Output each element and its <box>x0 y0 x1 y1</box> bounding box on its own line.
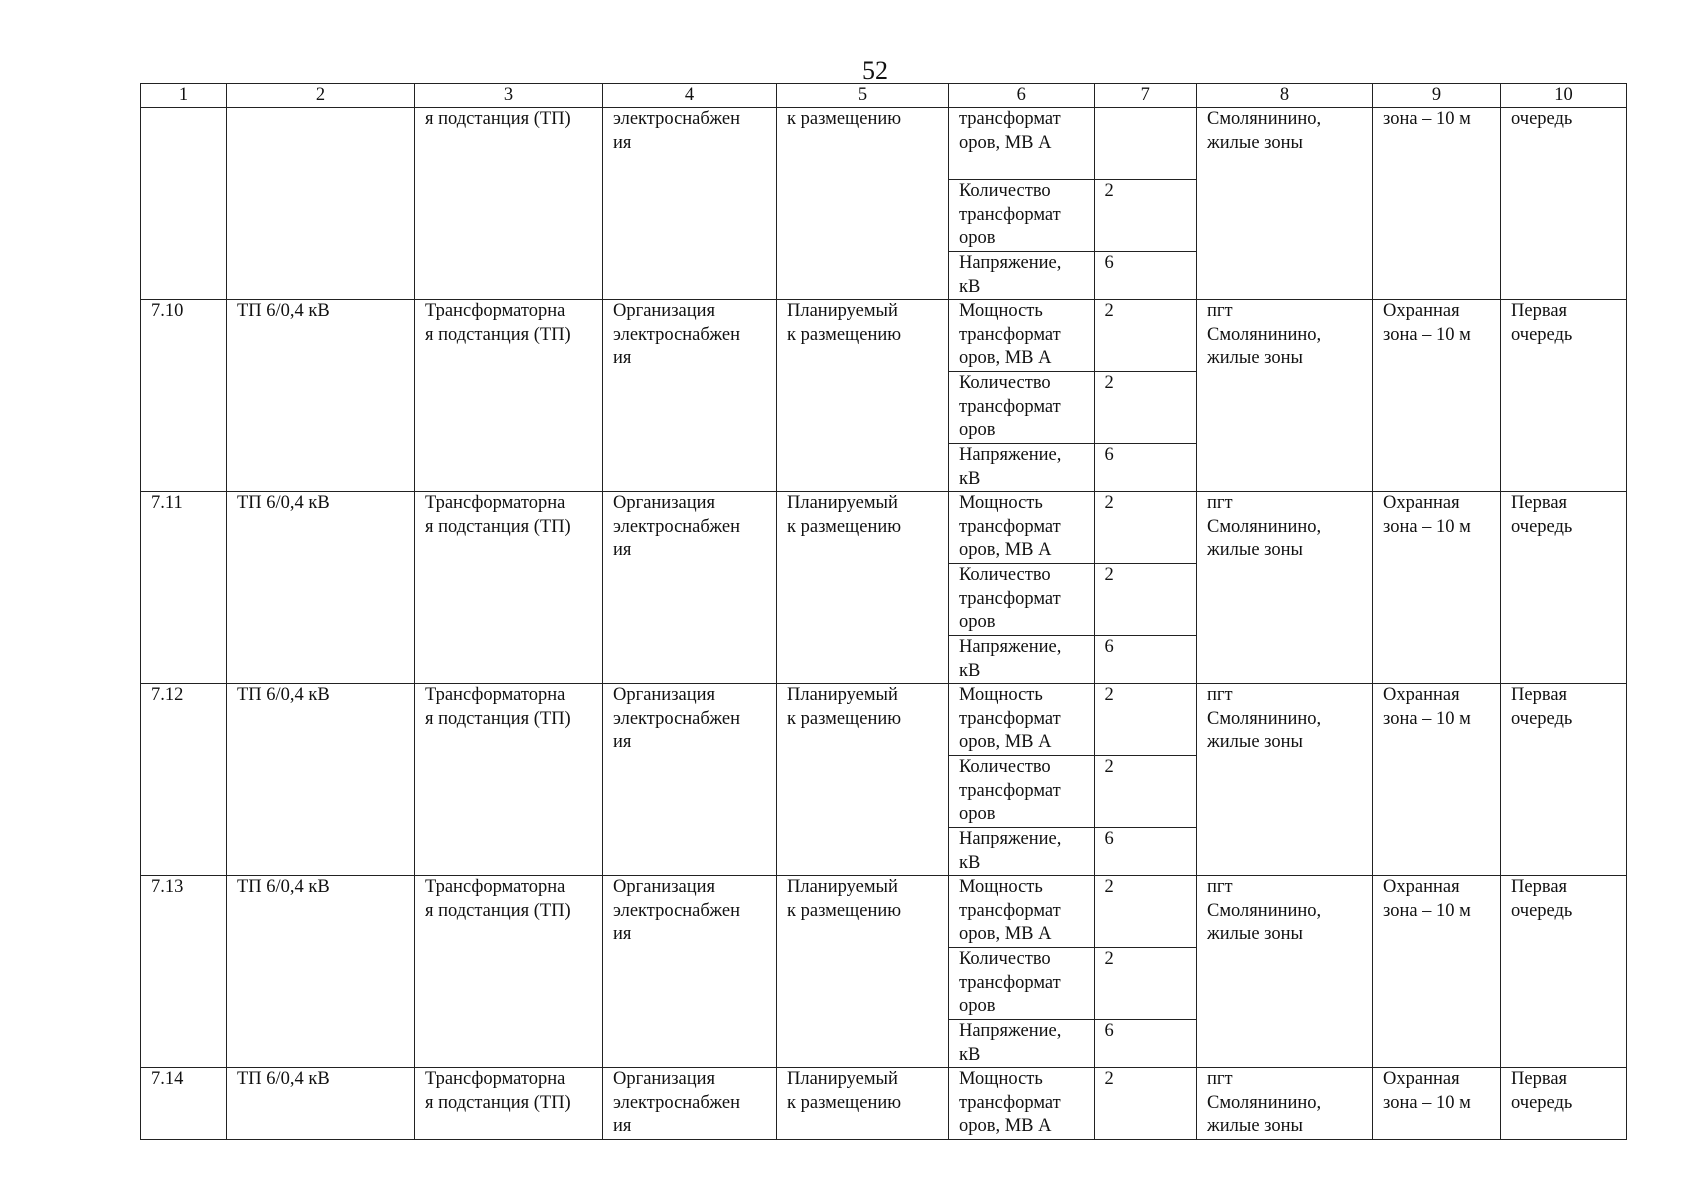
construction-stage <box>1501 876 1627 1068</box>
protection-zone <box>1373 1068 1501 1140</box>
param-name <box>949 180 1094 252</box>
param-name <box>949 684 1094 756</box>
object-purpose <box>603 876 777 1068</box>
param-value <box>1094 1068 1196 1139</box>
params-cell <box>949 684 1197 876</box>
object-type <box>415 1068 603 1140</box>
object-name <box>227 1068 415 1140</box>
param-name-text: Количество трансформат оров <box>959 181 1061 248</box>
object-location <box>1197 1068 1373 1140</box>
construction-stage <box>1501 684 1627 876</box>
object-purpose-text: Организация электроснабжен ия <box>613 493 740 560</box>
object-status <box>777 1068 949 1140</box>
construction-stage-text: Первая очередь <box>1511 1069 1573 1113</box>
param-value <box>1094 636 1196 684</box>
params-subtable <box>949 300 1196 491</box>
protection-zone <box>1373 108 1501 300</box>
param-name <box>949 828 1094 876</box>
construction-stage-text: очередь <box>1511 109 1573 129</box>
param-value <box>1094 108 1196 180</box>
param-value-text: 2 <box>1104 181 1114 201</box>
construction-stage-text: Первая очередь <box>1511 685 1573 729</box>
param-name <box>949 372 1094 444</box>
object-type <box>415 876 603 1068</box>
object-name-text: ТП 6/0,4 кВ <box>237 493 330 513</box>
object-status-text: Планируемый к размещению <box>787 685 902 729</box>
object-purpose-text: Организация электроснабжен ия <box>613 685 740 752</box>
param-name-text: Мощность трансформат оров, МВ А <box>959 877 1061 944</box>
param-name <box>949 108 1094 180</box>
param-name-text: Количество трансформат оров <box>959 949 1061 1016</box>
row-number <box>141 1068 227 1140</box>
param-name <box>949 1020 1094 1068</box>
param-row <box>949 564 1196 636</box>
object-type-text: я подстанция (ТП) <box>425 109 571 129</box>
params-cell <box>949 1068 1197 1140</box>
param-name <box>949 876 1094 948</box>
row-number <box>141 300 227 492</box>
param-name <box>949 300 1094 372</box>
param-row <box>949 636 1196 684</box>
protection-zone-text: Охранная зона – 10 м <box>1383 1069 1471 1113</box>
params-cell <box>949 300 1197 492</box>
column-header: 8 <box>1197 84 1373 108</box>
param-value-text: 6 <box>1104 829 1114 849</box>
param-value <box>1094 948 1196 1020</box>
param-name-text: Количество трансформат оров <box>959 565 1061 632</box>
construction-stage <box>1501 108 1627 300</box>
construction-stage-text: Первая очередь <box>1511 877 1573 921</box>
param-name <box>949 252 1094 300</box>
protection-zone <box>1373 300 1501 492</box>
object-name-text: ТП 6/0,4 кВ <box>237 685 330 705</box>
param-row <box>949 1020 1196 1068</box>
param-value-text: 2 <box>1104 685 1114 705</box>
object-type <box>415 492 603 684</box>
construction-stage-text: Первая очередь <box>1511 301 1573 345</box>
construction-stage-text: Первая очередь <box>1511 493 1573 537</box>
param-value <box>1094 756 1196 828</box>
params-cell <box>949 876 1197 1068</box>
column-header: 4 <box>603 84 777 108</box>
protection-zone <box>1373 492 1501 684</box>
construction-stage <box>1501 492 1627 684</box>
object-purpose-text: Организация электроснабжен ия <box>613 877 740 944</box>
object-status-text: Планируемый к размещению <box>787 877 902 921</box>
row-number-text: 7.14 <box>151 1069 184 1089</box>
column-header: 5 <box>777 84 949 108</box>
params-subtable <box>949 876 1196 1067</box>
object-name-text: ТП 6/0,4 кВ <box>237 301 330 321</box>
param-row <box>949 492 1196 564</box>
column-header: 6 <box>949 84 1095 108</box>
object-status <box>777 300 949 492</box>
object-status-text: Планируемый к размещению <box>787 493 902 537</box>
column-header: 3 <box>415 84 603 108</box>
object-name <box>227 684 415 876</box>
row-number-text: 7.10 <box>151 301 184 321</box>
object-purpose <box>603 300 777 492</box>
param-row <box>949 372 1196 444</box>
param-name <box>949 756 1094 828</box>
object-name <box>227 108 415 300</box>
object-location <box>1197 876 1373 1068</box>
page-number: 52 <box>862 56 888 85</box>
param-value-text: 2 <box>1104 1069 1114 1089</box>
param-name <box>949 1068 1094 1139</box>
object-type <box>415 300 603 492</box>
param-row <box>949 1068 1196 1139</box>
param-value <box>1094 180 1196 252</box>
object-type-text: Трансформаторна я подстанция (ТП) <box>425 493 571 537</box>
object-purpose <box>603 684 777 876</box>
param-row <box>949 948 1196 1020</box>
param-value-text: 2 <box>1104 301 1114 321</box>
object-type <box>415 108 603 300</box>
protection-zone-text: зона – 10 м <box>1383 109 1471 129</box>
object-type-text: Трансформаторна я подстанция (ТП) <box>425 1069 571 1113</box>
row-number <box>141 876 227 1068</box>
object-location-text: пгт Смолянинино, жилые зоны <box>1207 685 1322 752</box>
param-row <box>949 876 1196 948</box>
table-row <box>141 684 1627 876</box>
params-cell <box>949 108 1197 300</box>
object-location <box>1197 300 1373 492</box>
protection-zone-text: Охранная зона – 10 м <box>1383 301 1471 345</box>
object-location <box>1197 108 1373 300</box>
object-name-text: ТП 6/0,4 кВ <box>237 1069 330 1089</box>
row-number-text: 7.11 <box>151 493 183 513</box>
param-name-text: Мощность трансформат оров, МВ А <box>959 493 1061 560</box>
param-value <box>1094 828 1196 876</box>
param-name <box>949 492 1094 564</box>
param-value-text: 6 <box>1104 637 1114 657</box>
param-name-text: Количество трансформат оров <box>959 757 1061 824</box>
row-number <box>141 108 227 300</box>
object-location-text: пгт Смолянинино, жилые зоны <box>1207 301 1322 368</box>
protection-zone-text: Охранная зона – 10 м <box>1383 685 1471 729</box>
param-value <box>1094 372 1196 444</box>
param-value-text: 6 <box>1104 253 1114 273</box>
column-header: 7 <box>1094 84 1196 108</box>
table-row <box>141 1068 1627 1140</box>
param-value-text: 2 <box>1104 757 1114 777</box>
object-type-text: Трансформаторна я подстанция (ТП) <box>425 685 571 729</box>
param-name-text: Мощность трансформат оров, МВ А <box>959 301 1061 368</box>
object-location-text: Смолянинино, жилые зоны <box>1207 109 1322 153</box>
object-location-text: пгт Смолянинино, жилые зоны <box>1207 1069 1322 1136</box>
param-row <box>949 252 1196 300</box>
param-value <box>1094 444 1196 492</box>
object-name <box>227 876 415 1068</box>
object-location-text: пгт Смолянинино, жилые зоны <box>1207 877 1322 944</box>
param-row <box>949 828 1196 876</box>
object-status <box>777 108 949 300</box>
param-name-text: Количество трансформат оров <box>959 373 1061 440</box>
param-name <box>949 948 1094 1020</box>
params-subtable <box>949 492 1196 683</box>
row-number <box>141 684 227 876</box>
construction-stage <box>1501 300 1627 492</box>
object-purpose-text: Организация электроснабжен ия <box>613 301 740 368</box>
param-row <box>949 684 1196 756</box>
header-row <box>141 84 1627 108</box>
param-value-text: 2 <box>1104 949 1114 969</box>
param-row <box>949 444 1196 492</box>
construction-stage <box>1501 1068 1627 1140</box>
object-status <box>777 492 949 684</box>
param-value-text: 6 <box>1104 1021 1114 1041</box>
object-purpose-text: электроснабжен ия <box>613 109 740 153</box>
params-subtable <box>949 684 1196 875</box>
column-header: 1 <box>141 84 227 108</box>
param-name-text: Напряжение, кВ <box>959 445 1062 489</box>
param-name <box>949 636 1094 684</box>
params-subtable <box>949 108 1196 299</box>
param-name-text: трансформат оров, МВ А <box>959 109 1061 153</box>
object-purpose <box>603 1068 777 1140</box>
object-location <box>1197 684 1373 876</box>
object-name <box>227 492 415 684</box>
table-row <box>141 876 1627 1068</box>
object-purpose <box>603 492 777 684</box>
table-row <box>141 108 1627 300</box>
protection-zone <box>1373 876 1501 1068</box>
protection-zone <box>1373 684 1501 876</box>
param-name-text: Напряжение, кВ <box>959 637 1062 681</box>
param-name-text: Напряжение, кВ <box>959 253 1062 297</box>
param-value-text: 2 <box>1104 877 1114 897</box>
protection-zone-text: Охранная зона – 10 м <box>1383 877 1471 921</box>
param-value <box>1094 1020 1196 1068</box>
objects-table <box>140 83 1627 1140</box>
param-row <box>949 180 1196 252</box>
object-purpose-text: Организация электроснабжен ия <box>613 1069 740 1136</box>
protection-zone-text: Охранная зона – 10 м <box>1383 493 1471 537</box>
column-header: 10 <box>1501 84 1627 108</box>
param-value <box>1094 684 1196 756</box>
param-value <box>1094 564 1196 636</box>
table-row <box>141 300 1627 492</box>
object-name <box>227 300 415 492</box>
column-header: 2 <box>227 84 415 108</box>
param-row <box>949 108 1196 180</box>
param-name-text: Мощность трансформат оров, МВ А <box>959 1069 1061 1136</box>
param-name <box>949 564 1094 636</box>
param-name-text: Напряжение, кВ <box>959 1021 1062 1065</box>
param-value-text: 2 <box>1104 565 1114 585</box>
param-value <box>1094 492 1196 564</box>
param-value-text: 2 <box>1104 373 1114 393</box>
param-value-text: 6 <box>1104 445 1114 465</box>
row-number-text: 7.13 <box>151 877 184 897</box>
param-value <box>1094 300 1196 372</box>
object-status-text: Планируемый к размещению <box>787 301 902 345</box>
object-name-text: ТП 6/0,4 кВ <box>237 877 330 897</box>
param-row <box>949 300 1196 372</box>
object-status <box>777 876 949 1068</box>
object-type-text: Трансформаторна я подстанция (ТП) <box>425 877 571 921</box>
object-type-text: Трансформаторна я подстанция (ТП) <box>425 301 571 345</box>
object-status-text: к размещению <box>787 109 902 129</box>
param-row <box>949 756 1196 828</box>
object-status-text: Планируемый к размещению <box>787 1069 902 1113</box>
row-number <box>141 492 227 684</box>
param-value-text: 2 <box>1104 493 1114 513</box>
column-header: 9 <box>1373 84 1501 108</box>
table-row <box>141 492 1627 684</box>
object-status <box>777 684 949 876</box>
row-number-text: 7.12 <box>151 685 184 705</box>
params-subtable <box>949 1068 1196 1139</box>
object-location-text: пгт Смолянинино, жилые зоны <box>1207 493 1322 560</box>
param-name-text: Напряжение, кВ <box>959 829 1062 873</box>
object-location <box>1197 492 1373 684</box>
object-purpose <box>603 108 777 300</box>
params-cell <box>949 492 1197 684</box>
param-value <box>1094 876 1196 948</box>
param-name-text: Мощность трансформат оров, МВ А <box>959 685 1061 752</box>
param-name <box>949 444 1094 492</box>
param-value <box>1094 252 1196 300</box>
object-type <box>415 684 603 876</box>
